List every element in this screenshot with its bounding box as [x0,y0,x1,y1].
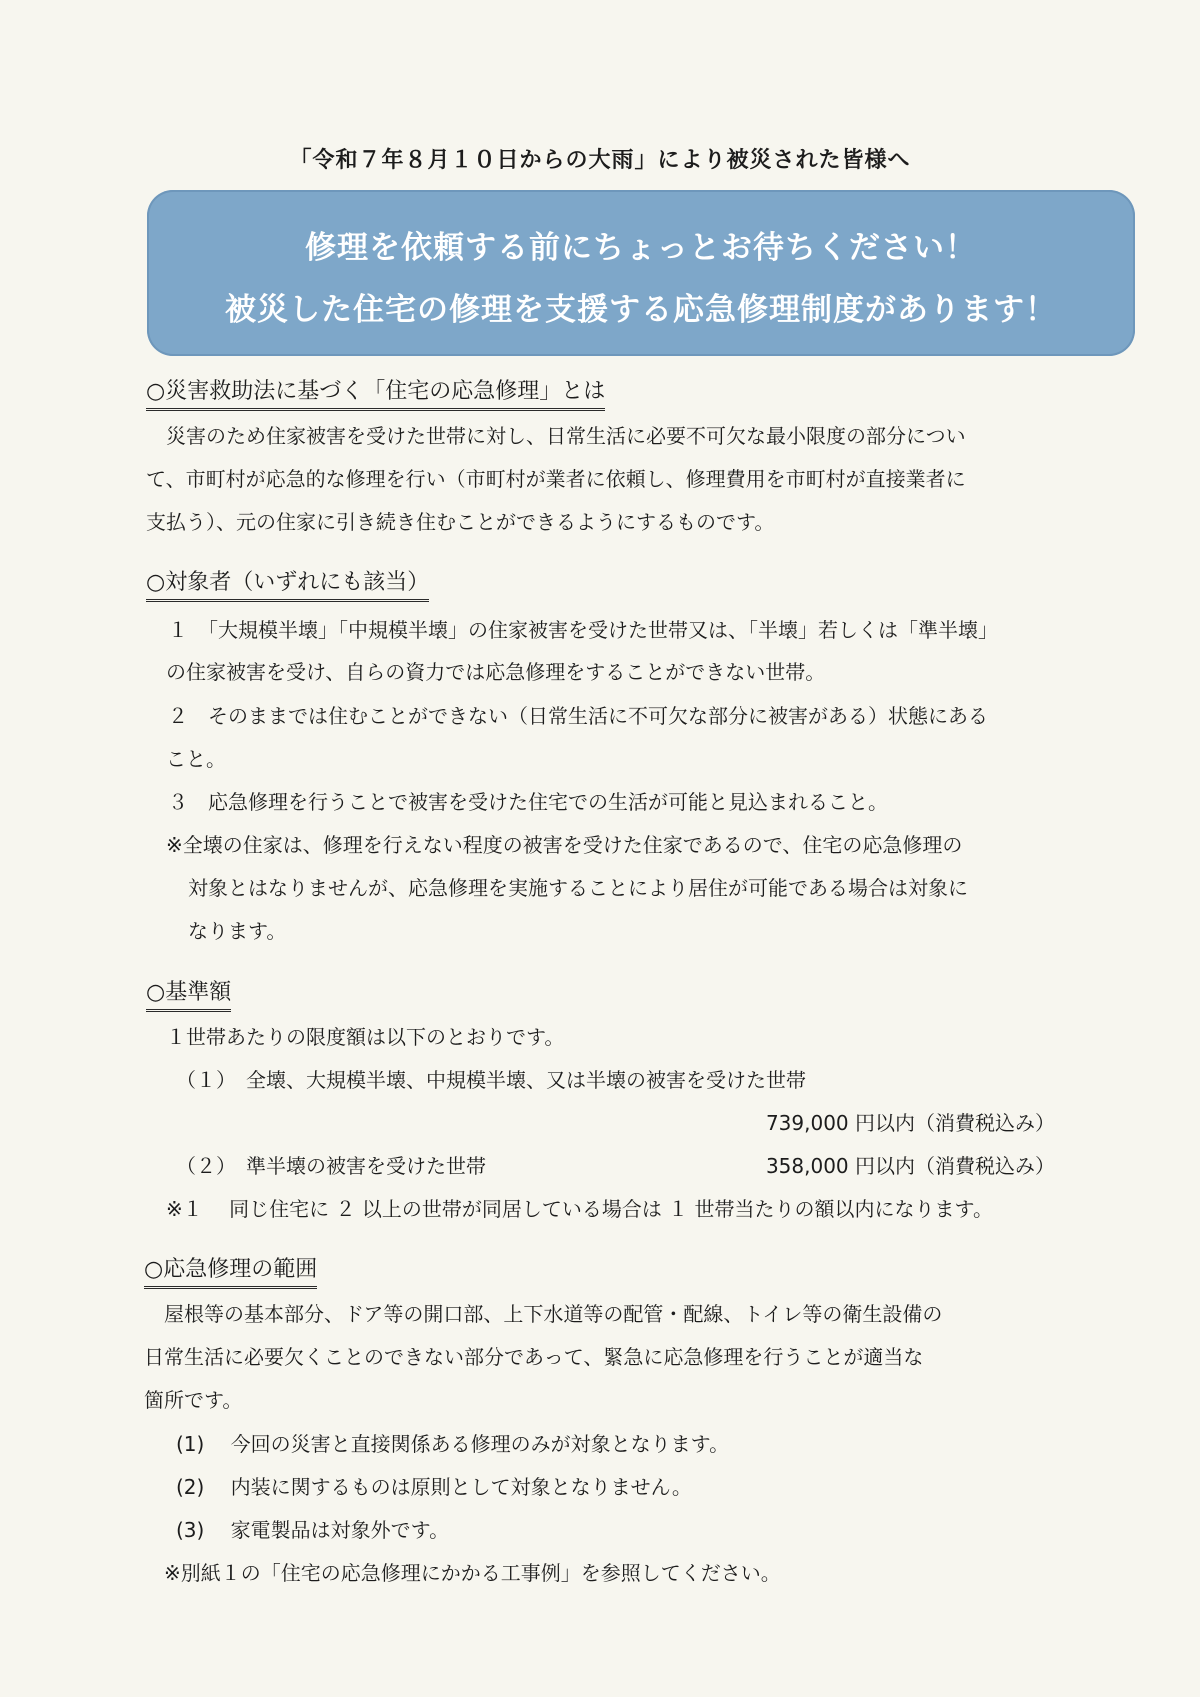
eligibility-note-cont: なります。 [188,919,287,943]
amount-item-2-label: （２） 準半壊の被害を受けた世帯 [176,1154,486,1178]
amount-intro: １世帯あたりの限度額は以下のとおりです。 [166,1025,565,1049]
section-heading-eligibility: ○対象者（いずれにも該当） [146,565,429,602]
scope-item-1: (1) 今回の災害と直接関係ある修理のみが対象となります。 [176,1432,730,1456]
banner-line-2: 被災した住宅の修理を支援する応急修理制度があります！ [225,292,1057,328]
definition-line: 災害のため住家被害を受けた世帯に対し、日常生活に必要不可欠な最小限度の部分につい [146,424,966,448]
scope-note: ※別紙１の「住宅の応急修理にかかる工事例」を参照してください。 [164,1561,781,1585]
eligibility-item-3: ３ 応急修理を行うことで被害を受けた住宅での生活が可能と見込まれること。 [168,790,888,814]
eligibility-item-2-cont: こと。 [166,747,226,771]
amount-note: ※１ 同じ住宅に ２ 以上の世帯が同居している場合は １ 世帯当たりの額以内になります。 [166,1197,993,1221]
amount-item-1-value: 739,000 円以内（消費税込み） [765,1111,1055,1135]
amount-item-2-value: 358,000 円以内（消費税込み） [765,1154,1055,1178]
scope-item-2: (2) 内装に関するものは原則として対象となりません。 [176,1475,692,1499]
definition-line: て、市町村が応急的な修理を行い（市町村が業者に依頼し、修理費用を市町村が直接業者に [146,467,966,491]
eligibility-item-2: ２ そのままでは住むことができない（日常生活に不可欠な部分に被害がある）状態にある [168,704,988,728]
eligibility-item-1-cont: の住家被害を受け、自らの資力では応急修理をすることができない世帯。 [166,660,826,684]
amount-item-1-label: （１） 全壊、大規模半壊、中規模半壊、又は半壊の被害を受けた世帯 [176,1068,806,1092]
scope-item-3: (3) 家電製品は対象外です。 [176,1518,450,1542]
eligibility-note-cont: 対象とはなりませんが、応急修理を実施することにより居住が可能である場合は対象に [188,876,968,900]
document-title: 「令和７年８月１０日からの大雨」により被災された皆様へ [289,148,911,173]
eligibility-item-1: １ 「大規模半壊」「中規模半壊」の住家被害を受けた世帯又は、「半壊」若しくは「準半壊」 [168,618,998,642]
section-heading-definition: ○災害救助法に基づく「住宅の応急修理」とは [146,374,605,411]
scope-line: 日常生活に必要欠くことのできない部分であって、緊急に応急修理を行うことが適当な [144,1345,924,1369]
scope-line: 屋根等の基本部分、ドア等の開口部、上下水道等の配管・配線、トイレ等の衛生設備の [144,1302,943,1326]
section-heading-standard-amount: ○基準額 [146,975,231,1012]
banner-line-1: 修理を依頼する前にちょっとお待ちください！ [305,230,977,266]
eligibility-note: ※全壊の住家は、修理を行えない程度の被害を受けた住家であるので、住宅の応急修理の [166,833,963,857]
scope-line: 箇所です。 [144,1388,243,1412]
definition-line: 支払う）、元の住家に引き続き住むことができるようにするものです。 [146,510,775,534]
notice-banner [147,190,1135,356]
section-heading-repair-scope: ○応急修理の範囲 [144,1252,317,1289]
